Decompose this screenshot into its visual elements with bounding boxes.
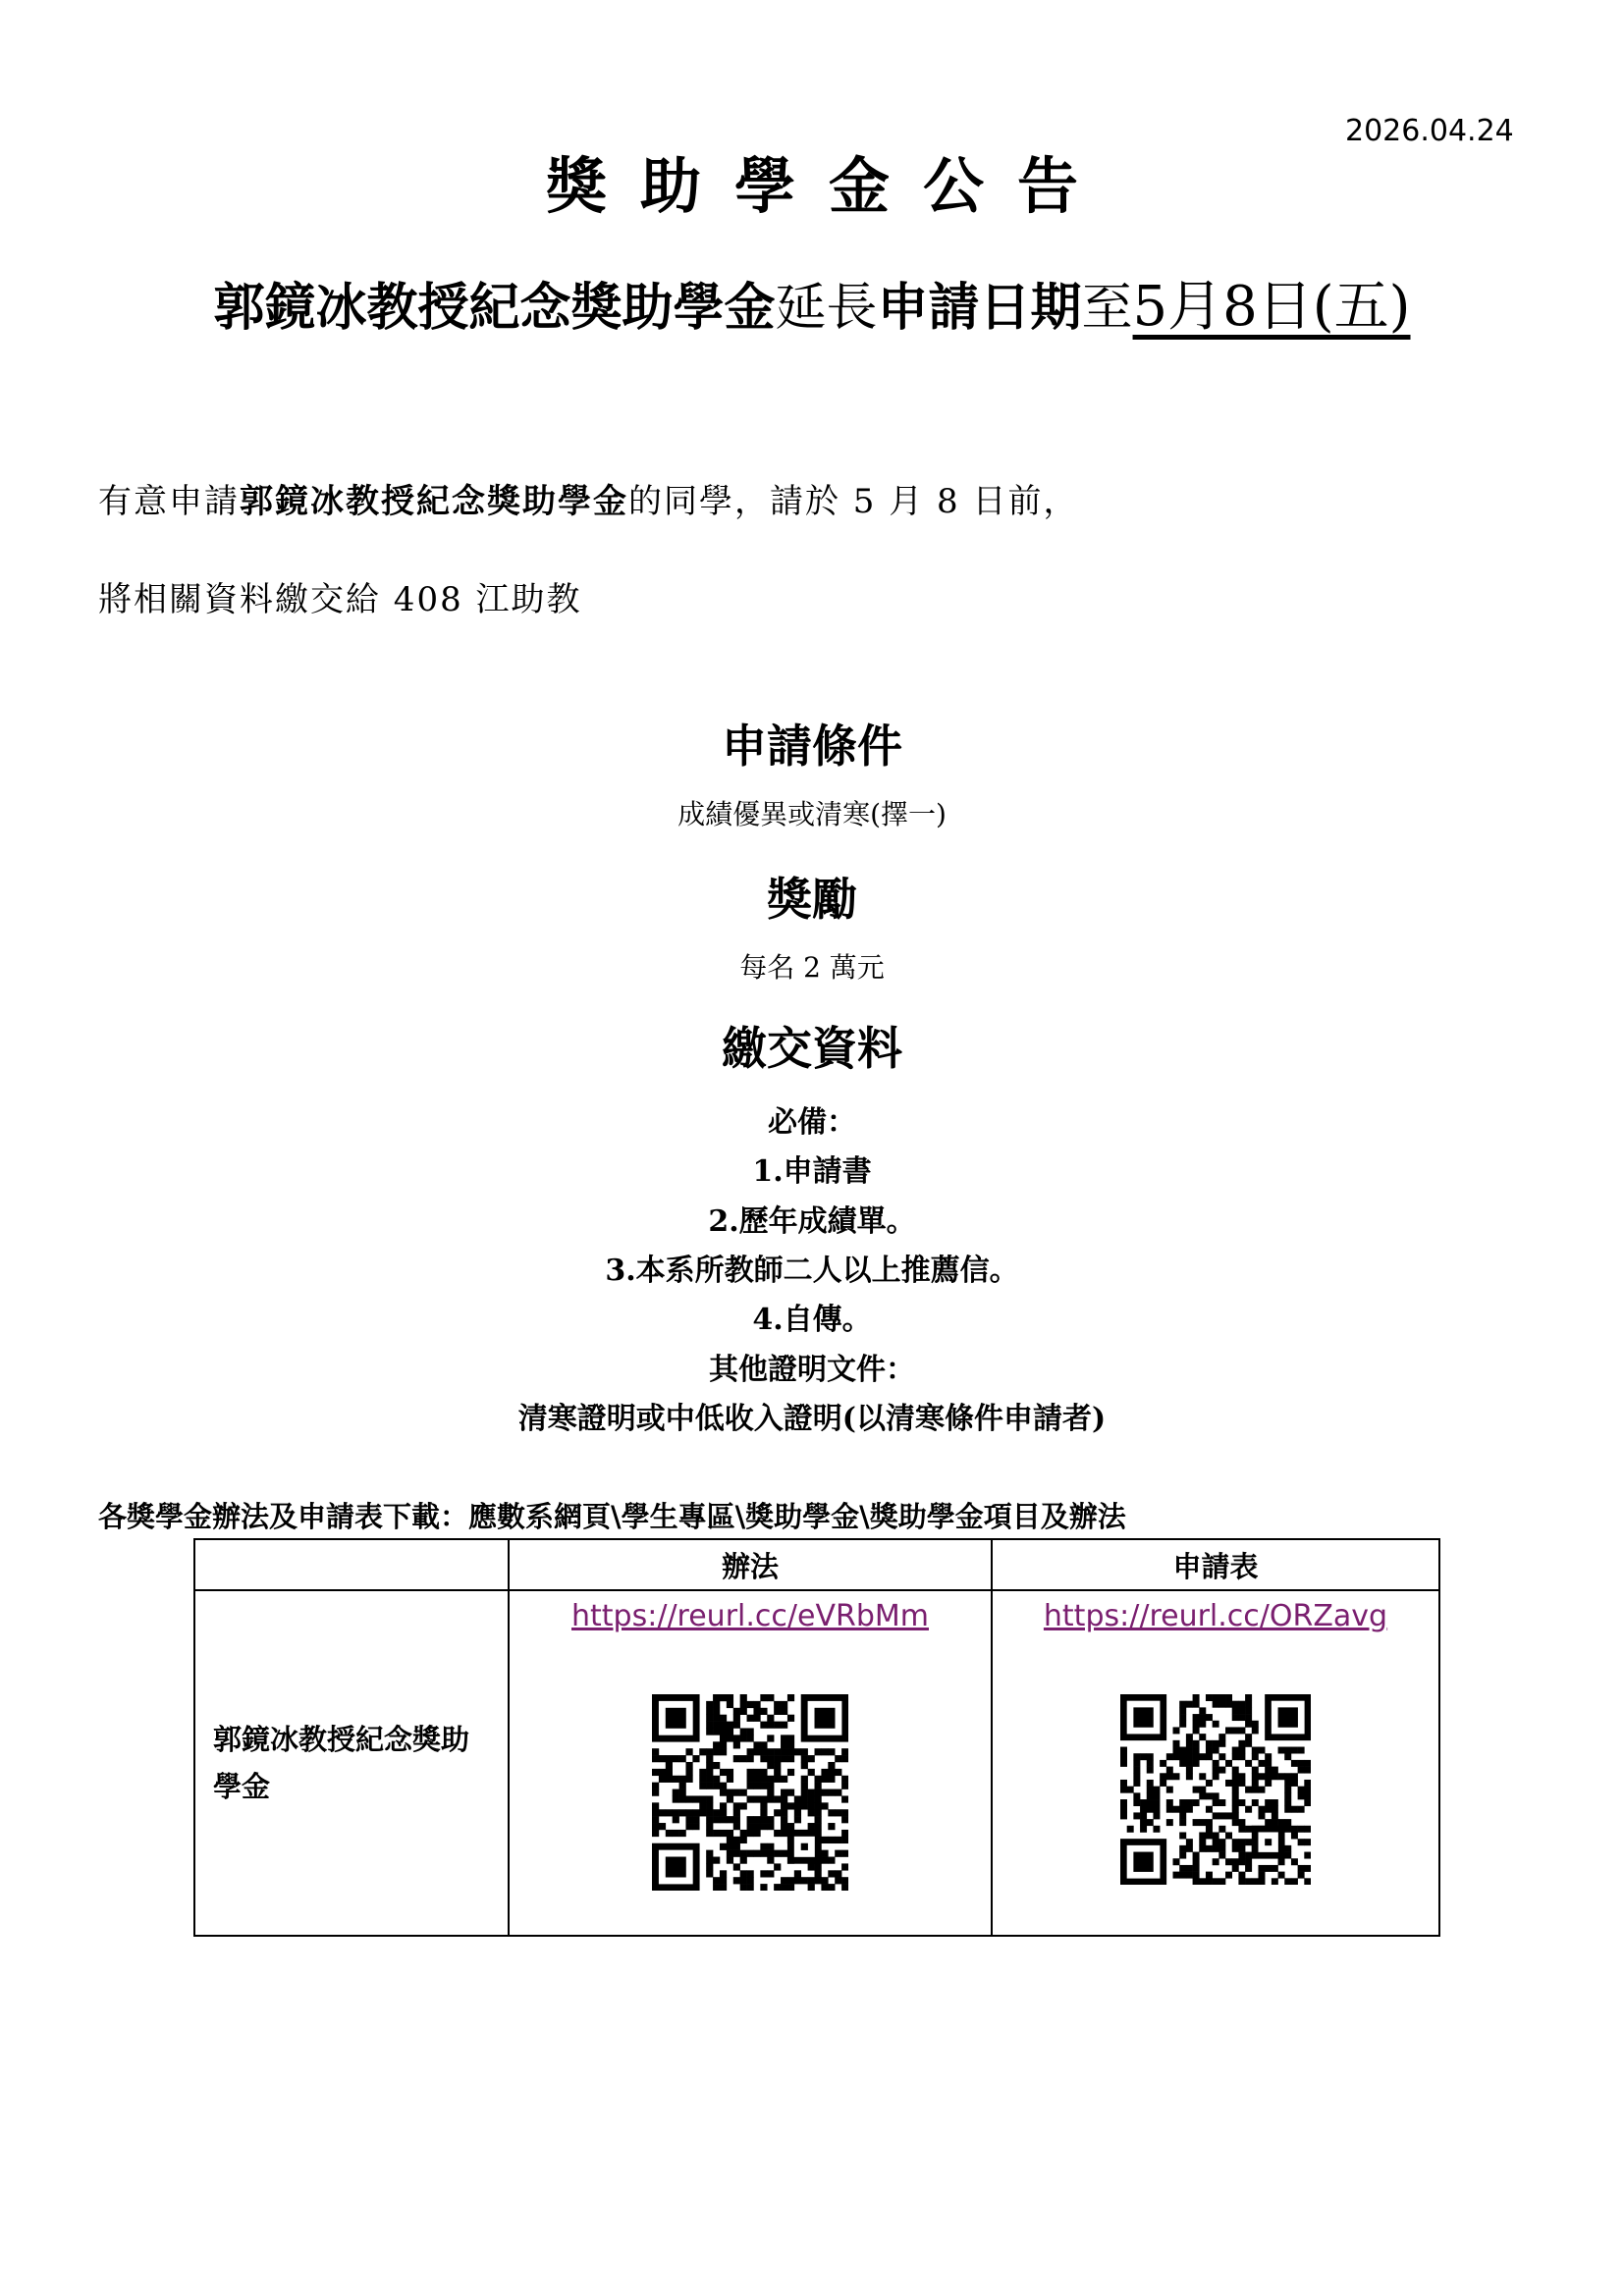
table-row — [194, 1590, 1439, 1936]
required-item: 4.自傳。 — [752, 1303, 872, 1337]
table-header-rules: 辦法 — [509, 1539, 992, 1590]
reward-section — [0, 864, 1624, 986]
conditions-section — [0, 711, 1624, 832]
headline — [0, 263, 1624, 342]
documents-section — [0, 1013, 1624, 1078]
intro-scholarship-name: 郭鏡冰教授紀念獎助學金 — [240, 482, 628, 521]
download-path: 各獎學金辦法及申請表下載：應數系網頁\學生專區\獎助學金\獎助學金項目及辦法 — [98, 1500, 1126, 1533]
form-cell — [992, 1590, 1439, 1936]
required-item: 1.申請書 — [752, 1154, 872, 1189]
rules-cell — [509, 1590, 992, 1936]
other-documents-text: 清寒證明或中低收入證明(以清寒條件申請者) — [517, 1402, 1107, 1436]
form-qr-code-icon — [1120, 1694, 1311, 1885]
download-table — [193, 1538, 1440, 1937]
documents-title: 繳交資料 — [722, 1022, 902, 1075]
page-title: 獎助學金公告 — [545, 150, 1111, 222]
reward-title: 獎勵 — [767, 873, 857, 926]
table-header-row — [194, 1539, 1439, 1590]
intro-prefix: 有意申請 — [98, 482, 240, 521]
table-scholarship-name: 郭鏡冰教授紀念獎助學金 — [213, 1723, 470, 1803]
scholarship-name: 郭鏡冰教授紀念獎助學金 — [213, 278, 776, 338]
required-label: 必備： — [768, 1105, 856, 1140]
headline-extend: 延長 — [775, 279, 878, 338]
conditions-text: 成績優異或清寒(擇一) — [677, 798, 947, 830]
rules-qr-code-icon — [652, 1694, 848, 1891]
required-item: 2.歷年成績單。 — [708, 1204, 916, 1239]
headline-application-date: 申請日期 — [877, 278, 1082, 338]
table-header-blank — [194, 1539, 509, 1590]
deadline: 5月8日(五) — [1132, 275, 1411, 339]
rules-link[interactable]: https://reurl.cc/eVRbMm — [571, 1599, 929, 1633]
table-header-form: 申請表 — [992, 1539, 1439, 1590]
other-documents-label: 其他證明文件： — [709, 1353, 915, 1387]
intro-suffix: 的同學，請於 5 月 8 日前， — [628, 482, 1079, 521]
reward-text: 每名 2 萬元 — [739, 951, 885, 984]
conditions-title: 申請條件 — [722, 720, 902, 773]
intro-line-1 — [98, 474, 1079, 522]
intro-line-2: 將相關資料繳交給 408 江助教 — [98, 580, 582, 619]
announcement-date: 2026.04.24 — [1345, 114, 1514, 148]
form-link[interactable]: https://reurl.cc/ORZavg — [1043, 1599, 1388, 1633]
required-item: 3.本系所教師二人以上推薦信。 — [605, 1254, 1019, 1288]
headline-until: 至 — [1081, 279, 1133, 338]
scholarship-name-cell — [194, 1590, 509, 1936]
